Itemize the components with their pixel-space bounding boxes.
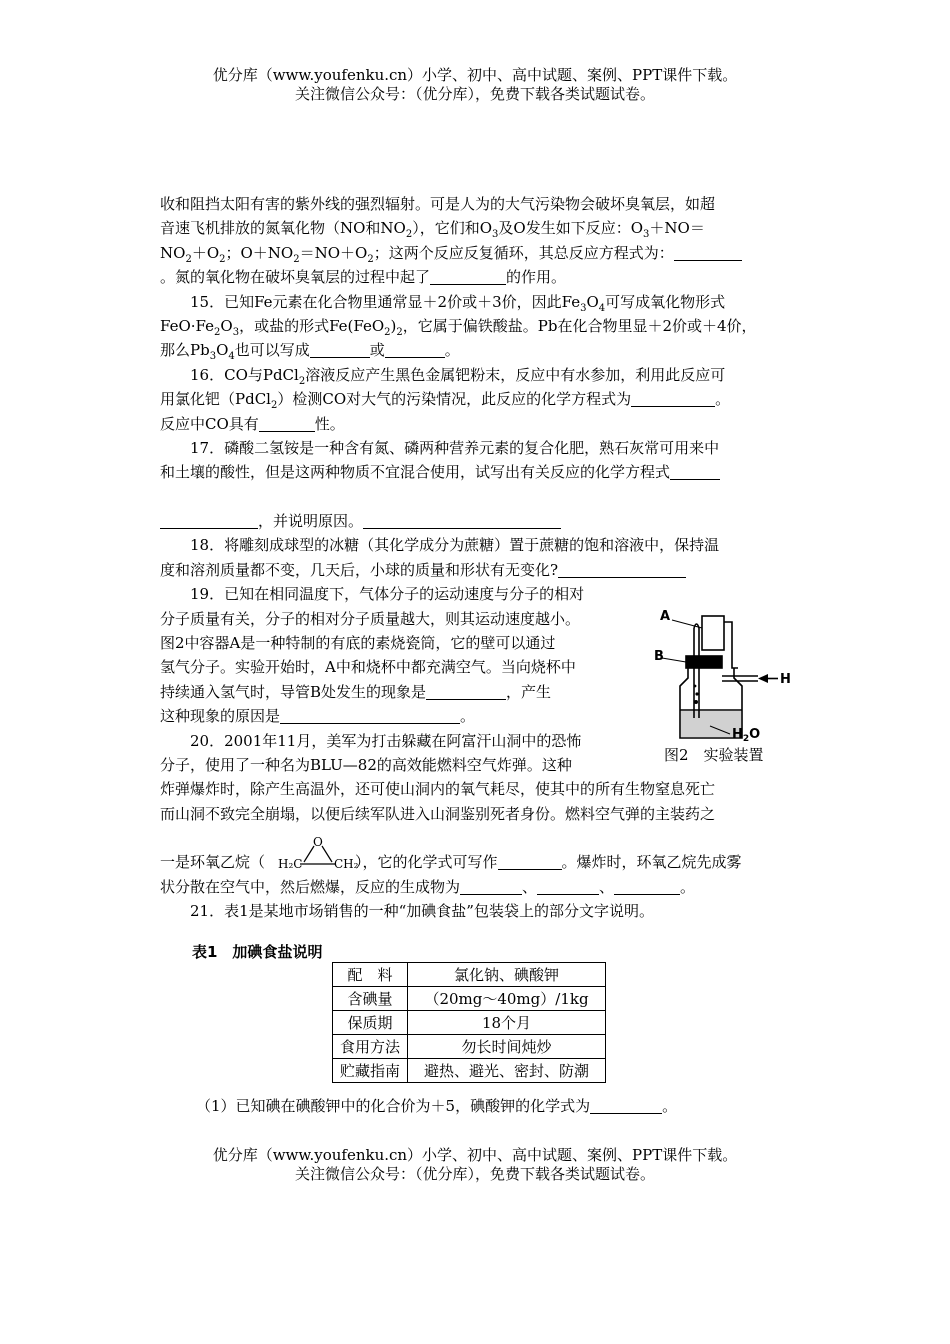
question-body xyxy=(160,192,796,923)
table-key-cell: 贮藏指南 xyxy=(333,1059,408,1083)
table-row xyxy=(333,1059,606,1083)
q20-line-5: 一是环氧乙烷（ ），它的化学式可写作 。爆炸时，环氧乙烷先成雾 xyxy=(160,853,742,872)
q14-line-1: 收和阻挡太阳有害的紫外线的强烈辐射。可是人为的大气污染物会破坏臭氧层，如超 xyxy=(160,195,716,213)
answer-blank xyxy=(670,463,720,480)
answer-blank xyxy=(498,853,562,870)
answer-blank xyxy=(674,244,742,261)
table-row xyxy=(333,987,606,1011)
table-title: 表1 加碘食盐说明 xyxy=(192,943,323,961)
q17-line-3: ，并说明原因。 xyxy=(160,509,796,533)
table-row xyxy=(333,1011,606,1035)
q14-line-2: 音速飞机排放的氮氧化物（NO和$NO_2$），它们和$O_3$及O发生如下反应：$O_3+NO=$ xyxy=(160,219,705,241)
q17-line-1: 17．磷酸二氢铵是一种含有氮、磷两种营养元素的复合化肥，熟石灰常可用来中 xyxy=(190,439,720,458)
epoxide-oxygen: O xyxy=(313,836,323,849)
q18-line-2: 度和溶剂质量都不变，几天后，小球的质量和形状有无变化? xyxy=(160,558,796,582)
answer-blank xyxy=(631,390,715,407)
q21-sub-1: （1）已知碘在碘酸钾中的化合价为＋5，碘酸钾的化学式为 。 xyxy=(196,1097,678,1115)
porous-cup-a xyxy=(702,616,724,650)
answer-blank xyxy=(259,415,315,432)
label-h2o: $H_2O$ xyxy=(732,727,761,744)
label-b: B xyxy=(654,649,664,664)
page-header xyxy=(0,66,950,104)
q16-line-2: 用氯化钯（PdCl$_2$）检测CO对大气的污染情况，此反应的化学方程式为 。 xyxy=(160,390,731,412)
answer-blank xyxy=(280,707,460,724)
answer-blank xyxy=(590,1097,662,1114)
answer-blank xyxy=(310,341,370,358)
table-row xyxy=(333,1035,606,1059)
answer-blank xyxy=(558,561,686,578)
table-value-cell: 氯化钠、碘酸钾 xyxy=(408,963,606,987)
table-key-cell: 保质期 xyxy=(333,1011,408,1035)
table-key-cell: 食用方法 xyxy=(333,1035,408,1059)
epoxide-left-carbon: H₂C xyxy=(278,857,303,871)
apparatus-figure xyxy=(650,598,798,768)
answer-blank xyxy=(426,683,506,700)
q19-line-1: 19．已知在相同温度下，气体分子的运动速度与分子的相对 xyxy=(190,585,585,604)
table-value-cell: 18个月 xyxy=(408,1011,606,1035)
answer-blank xyxy=(460,878,522,895)
q19-line-4: 氢气分子。实验开始时，A中和烧杯中都充满空气。当向烧杯中 xyxy=(160,658,576,677)
q19-line-5: 持续通入氢气时，导管B处发生的现象是 ，产生 xyxy=(160,682,552,701)
q15-line-1: 15．已知Fe元素在化合物里通常显＋2价或＋3价，因此$Fe_3O_4$可写成氧化物形式 xyxy=(190,292,726,314)
q20-line-4: 而山洞不致完全崩塌，以便后续军队进入山洞鉴别死者身份。燃料空气弹的主装药之 xyxy=(160,804,716,823)
table-key-cell: 配 料 xyxy=(333,963,408,987)
table-value-cell: 避热、避光、密封、防潮 xyxy=(408,1059,606,1083)
answer-blank xyxy=(537,878,599,895)
q15-line-3: 那么$Pb_3O_4$也可以写成 或 。 xyxy=(160,341,460,363)
figure-caption: 图2 实验装置 xyxy=(664,746,764,764)
q21-line-1: 21．表1是某地市场销售的一种“加碘食盐”包装袋上的部分文字说明。 xyxy=(190,901,654,920)
q16-line-3: 反应中CO具有 性。 xyxy=(160,414,345,433)
q19-line-6: 这种现象的原因是 。 xyxy=(160,707,476,726)
table-value-cell: 勿长时间炖炒 xyxy=(408,1035,606,1059)
header-line-1: 优分库（www.youfenku.cn）小学、初中、高中试题、案例、PPT课件下载。 xyxy=(212,66,738,84)
q19-line-3: 图2中容器A是一种特制的有底的素烧瓷筒，它的壁可以通过 xyxy=(160,633,556,652)
header-line-2: 关注微信公众号：（优分库），免费下载各类试题试卷。 xyxy=(294,85,655,103)
answer-blank xyxy=(385,341,445,358)
q16-line-1: 16．CO与PdCl$_2$溶液反应产生黑色金属钯粉末，反应中有水参加，利用此反应可 xyxy=(190,365,726,387)
ethylene-oxide-structure xyxy=(270,836,360,872)
label-h: H xyxy=(780,672,791,687)
table-value-cell: （20mg～40mg）/1kg xyxy=(408,987,606,1011)
q20-line-2: 分子，使用了一种名为BLU—82的高效能燃料空气炸弹。这种 xyxy=(160,755,572,774)
answer-blank xyxy=(363,512,561,529)
table-row xyxy=(333,963,606,987)
table-key-cell: 含碘量 xyxy=(333,987,408,1011)
page-footer xyxy=(0,1146,950,1184)
label-a: A xyxy=(660,609,671,624)
q14-line-3: $NO_2+O_2$；$O+NO_2=NO+O_2$；这两个反应反复循环，其总反应方程式为： xyxy=(160,241,796,265)
answer-blank xyxy=(160,512,258,529)
iodized-salt-table xyxy=(332,962,606,1083)
q20-line-1: 20．2001年11月，美军为打击躲藏在阿富汗山洞中的恐怖 xyxy=(190,731,582,750)
answer-blank xyxy=(614,878,680,895)
q14-line-4: 。氮的氧化物在破坏臭氧层的过程中起了 的作用。 xyxy=(160,268,567,287)
q18-line-1: 18．将雕刻成球型的冰糖（其化学成分为蔗糖）置于蔗糖的饱和溶液中，保持温 xyxy=(190,536,720,555)
q20-line-3: 炸弹爆炸时，除产生高温外，还可使山洞内的氧气耗尽，使其中的所有生物窒息死亡 xyxy=(160,780,716,799)
q20-line-6: 状分散在空气中，然后燃爆，反应的生成物为 、 、 。 xyxy=(160,877,696,896)
epoxide-right-carbon: CH₂ xyxy=(334,857,359,871)
q15-line-2: $FeO\cdot Fe_2O_3$，或盐的形式$Fe(FeO_2)_2$，它属于偏铁酸盐。Pb在化合物里显＋2价或＋4价， xyxy=(160,317,757,339)
footer-line-2: 关注微信公众号：（优分库），免费下载各类试题试卷。 xyxy=(294,1165,655,1183)
answer-blank xyxy=(430,268,506,285)
q17-line-2: 和土壤的酸性，但是这两种物质不宜混合使用，试写出有关反应的化学方程式 xyxy=(160,460,796,484)
q19-line-2: 分子质量有关，分子的相对分子质量越大，则其运动速度越小。 xyxy=(160,609,581,628)
footer-line-1: 优分库（www.youfenku.cn）小学、初中、高中试题、案例、PPT课件下载。 xyxy=(212,1146,738,1164)
